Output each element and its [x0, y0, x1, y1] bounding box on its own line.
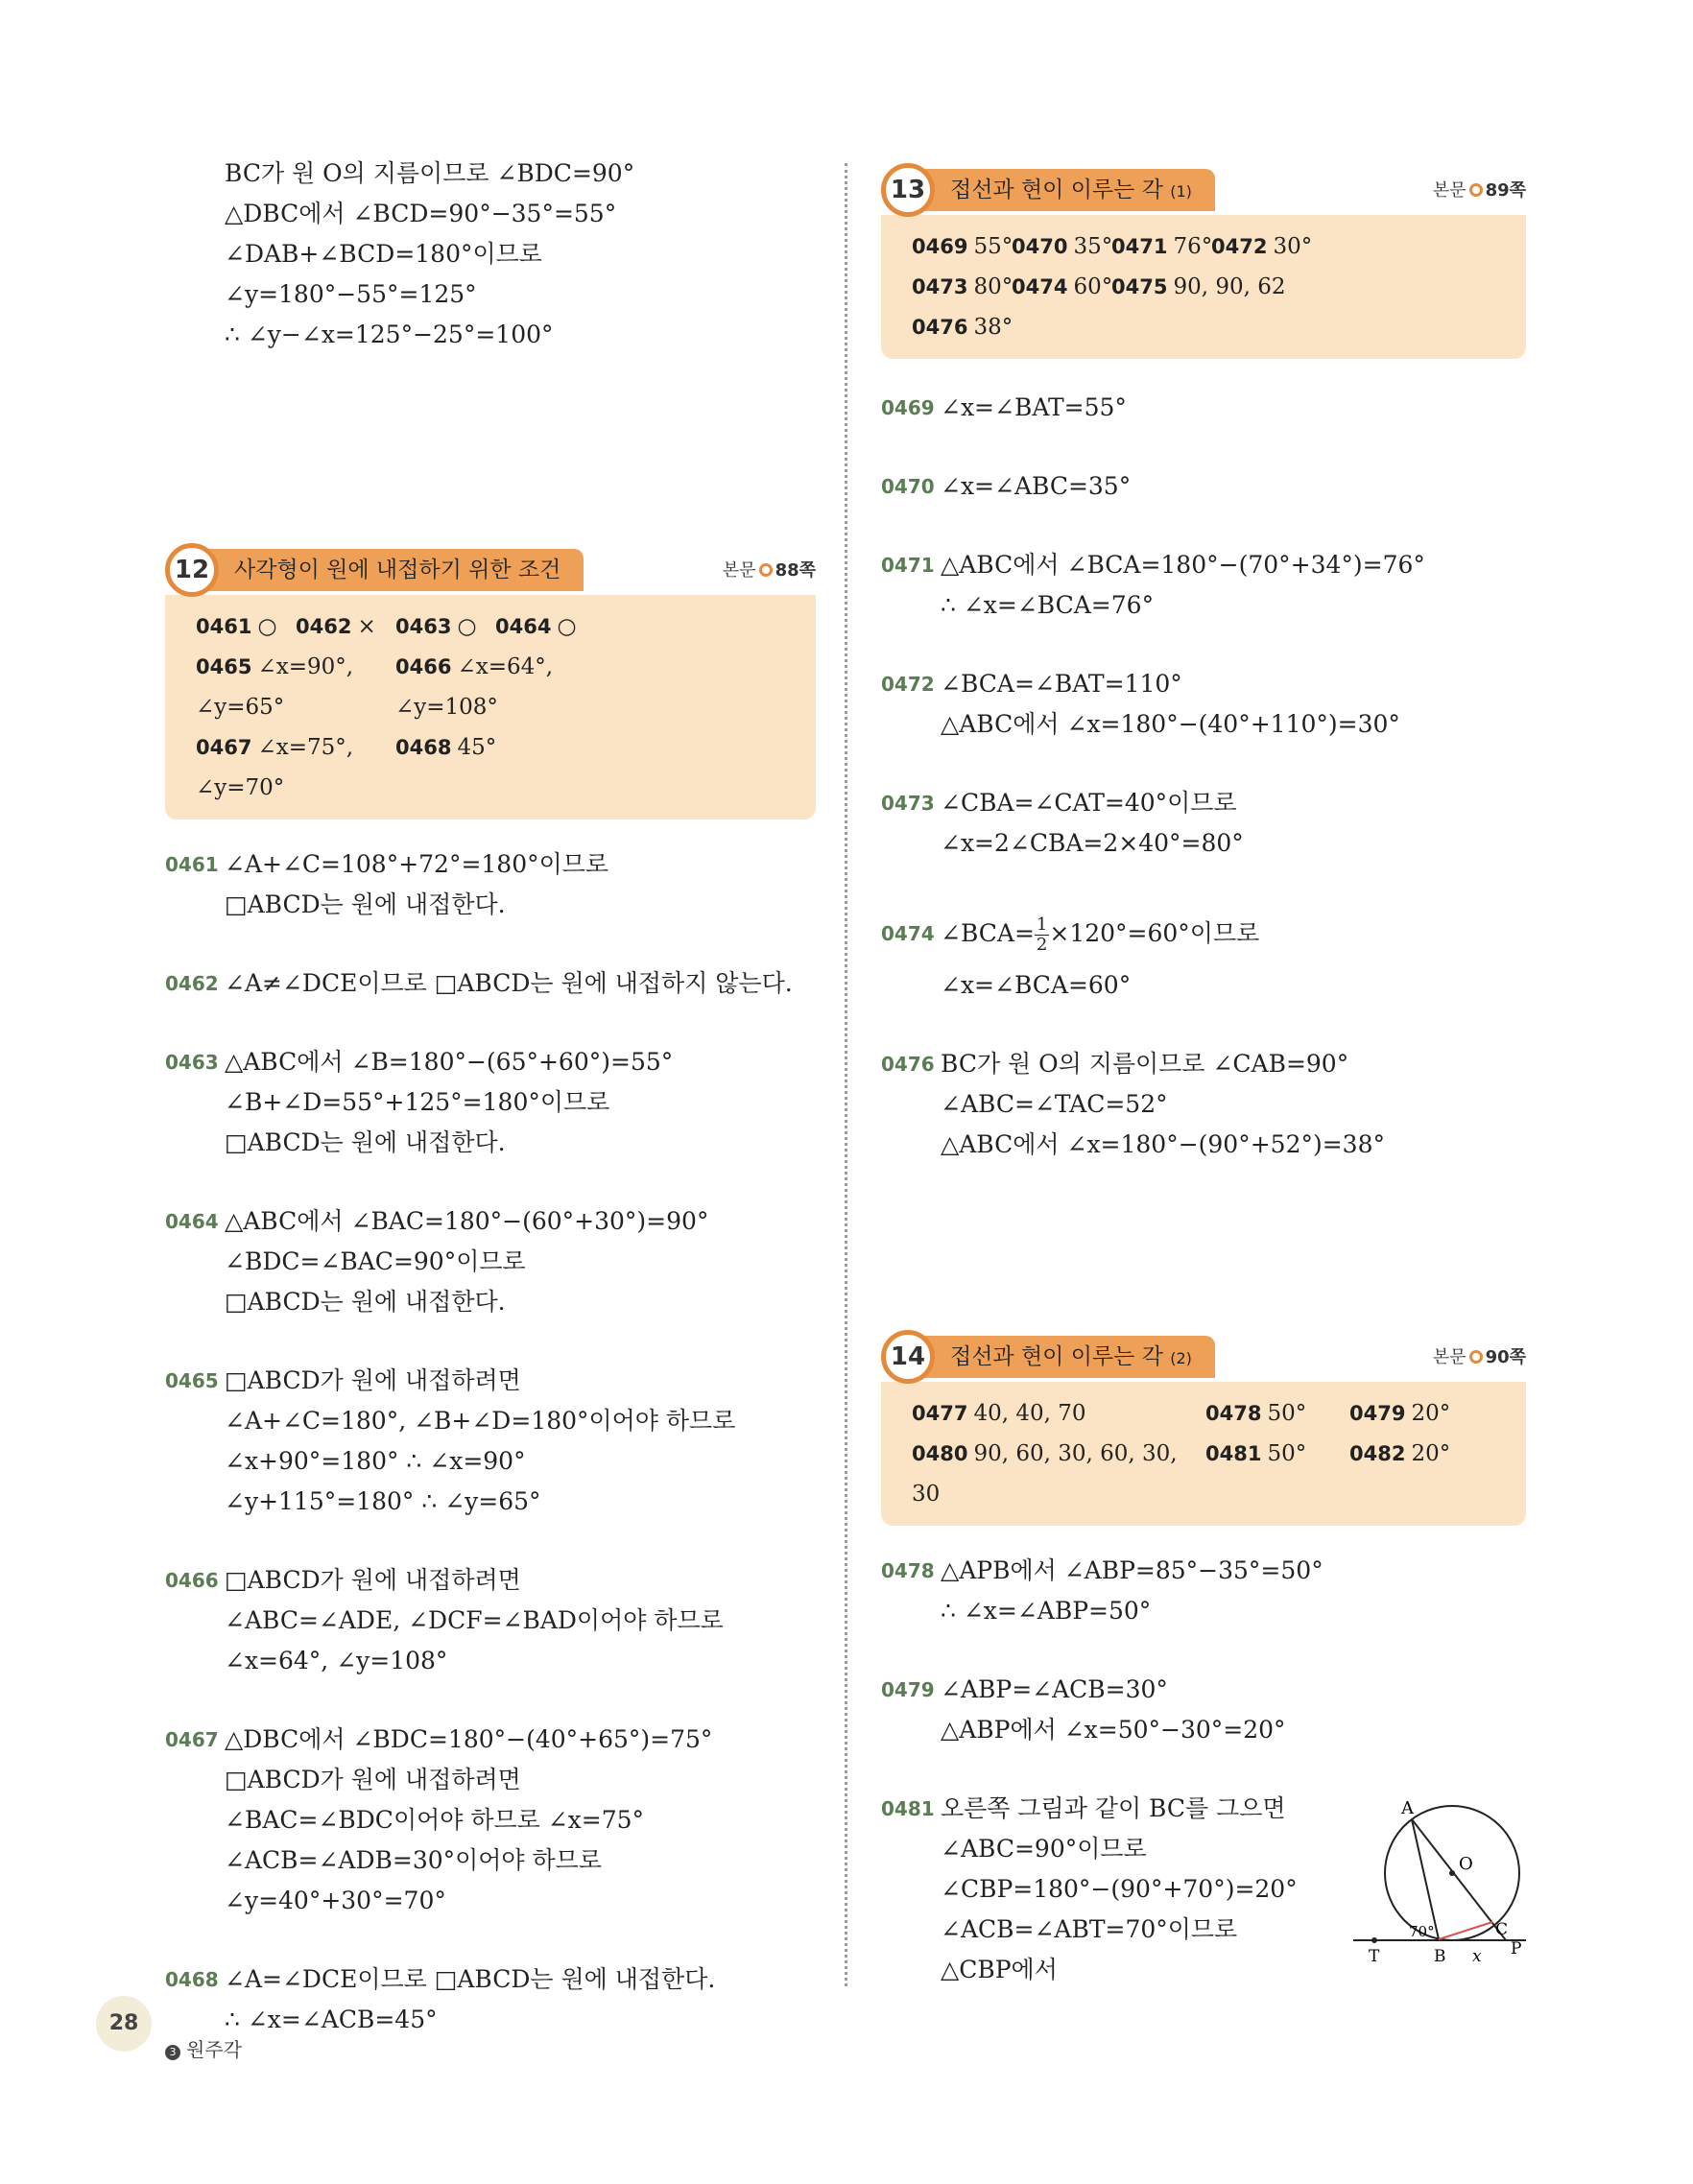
answer-number: 0470: [1012, 235, 1068, 258]
section-title: [908, 169, 1215, 211]
answer-value: ○: [457, 614, 477, 639]
answer-value: 30°: [1273, 234, 1313, 259]
spacer: [165, 1681, 816, 1720]
answer-cell: [1111, 267, 1311, 307]
answer-number: 0475: [1111, 275, 1168, 298]
label-c: C: [1495, 1920, 1509, 1939]
ref-label: 본문: [1432, 180, 1466, 201]
solution-number: 0467: [165, 1728, 219, 1751]
answer-number: 0462: [296, 615, 352, 638]
solution-line: ∠y=180°−55°=125°: [225, 280, 477, 308]
solution-item: [881, 388, 1526, 428]
answer-value: 38°: [973, 315, 1013, 340]
solution-line: △ABC에서 ∠BAC=180°−(60°+30°)=90°: [225, 1207, 709, 1235]
answer-row: [196, 727, 789, 808]
solution-item: [165, 1361, 816, 1522]
arrow-icon: [1469, 183, 1483, 197]
answer-cell: [912, 226, 1012, 267]
label-o: O: [1459, 1854, 1473, 1874]
solution-number: 0471: [881, 554, 935, 577]
spacer: [165, 1322, 816, 1361]
label-b: B: [1434, 1947, 1446, 1966]
answer-number: 0479: [1349, 1402, 1406, 1425]
section-title-sub: (2): [1170, 1349, 1192, 1367]
ref-page: 89쪽: [1485, 180, 1526, 201]
answer-value: 50°: [1267, 1401, 1307, 1426]
solution-item: [881, 1044, 1526, 1165]
solution-line: △CBP에서: [941, 1956, 1058, 1983]
section-title-sub: (1): [1170, 182, 1192, 201]
answer-cell: [196, 727, 395, 808]
answer-cell: [395, 727, 645, 808]
solution-line: △ABC에서 ∠B=180°−(65°+60°)=55°: [225, 1048, 674, 1076]
solution-line: △DBC에서 ∠BDC=180°−(40°+65°)=75°: [225, 1725, 713, 1753]
solution-line: ∠BCA=∠BAT=110°: [941, 670, 1182, 698]
answer-box: [881, 1382, 1526, 1526]
solution-line: ∠x=∠BAT=55°: [941, 393, 1127, 421]
answer-number: 0473: [912, 275, 968, 298]
answer-cell: [1205, 1434, 1349, 1514]
solution-number: 0473: [881, 792, 935, 815]
solution-line: ∴ ∠x=∠BCA=76°: [941, 591, 1155, 619]
answer-cell: [1205, 1393, 1349, 1434]
answer-value: ○: [257, 614, 277, 639]
ref-page: 90쪽: [1485, 1347, 1526, 1367]
solution-number: 0478: [881, 1559, 935, 1582]
section-title-text: 접선과 현이 이루는 각: [950, 178, 1163, 202]
solution-line: ∠A+∠C=108°+72°=180°이므로: [225, 850, 609, 878]
solution-line: 오른쪽 그림과 같이 BC를 그으면: [941, 1794, 1286, 1822]
section-number: 14: [881, 1330, 935, 1384]
solution-item: [881, 664, 1526, 745]
section-title-text: 접선과 현이 이루는 각: [950, 1344, 1163, 1369]
answer-number: 0467: [196, 736, 252, 759]
label-angle: 70°: [1409, 1923, 1435, 1940]
answer-number: 0477: [912, 1402, 968, 1425]
solution-item: [881, 1551, 1526, 1631]
solution-item: [881, 783, 1526, 864]
solution-line: ∠CBP=180°−(90°+70°)=20°: [941, 1875, 1298, 1903]
solution-line: □ABCD가 원에 내접하려면: [225, 1766, 521, 1793]
spacer: [881, 745, 1526, 783]
answer-value: 80°: [973, 274, 1013, 299]
solutions-12: [165, 844, 816, 2040]
section-14-header: [881, 1330, 1526, 1384]
formula-pre: ∠BCA=: [941, 919, 1035, 947]
solution-number: 0461: [165, 853, 219, 876]
solution-item: [165, 1959, 816, 2040]
answer-number: 0463: [395, 615, 452, 638]
solution-number: 0481: [881, 1797, 935, 1820]
solution-line: ∠x=∠ABC=35°: [941, 472, 1132, 500]
answer-number: 0478: [1205, 1402, 1262, 1425]
spacer: [881, 1750, 1526, 1789]
answer-cell: [1111, 226, 1211, 267]
arrow-icon: [759, 563, 773, 577]
spacer: [165, 1522, 816, 1560]
spacer: [165, 1163, 816, 1201]
answer-value: 90, 60, 30, 60, 30, 30: [912, 1441, 1178, 1507]
label-x: x: [1472, 1947, 1482, 1966]
answer-cell: [395, 647, 645, 727]
answer-value: 40, 40, 70: [973, 1401, 1086, 1426]
page-reference: [1433, 177, 1526, 202]
answer-row: [196, 647, 789, 727]
spacer: [881, 626, 1526, 664]
answer-cell: [296, 606, 395, 647]
solution-number: 0479: [881, 1678, 935, 1701]
spacer: [881, 428, 1526, 466]
answer-cell: [1349, 1393, 1465, 1434]
solution-line: ∠x=2∠CBA=2×40°=80°: [941, 829, 1244, 857]
answer-value: 55°: [973, 234, 1013, 259]
answer-number: 0472: [1211, 235, 1268, 258]
point-t: [1371, 1937, 1377, 1943]
ref-label: 본문: [722, 560, 756, 581]
solution-item: [881, 902, 1526, 1006]
arrow-icon: [1469, 1350, 1483, 1364]
right-column: [881, 163, 1526, 1990]
answer-number: 0476: [912, 316, 968, 339]
solution-number: 0470: [881, 475, 935, 498]
solution-number: 0463: [165, 1051, 219, 1074]
solution-line: △ABC에서 ∠x=180°−(40°+110°)=30°: [941, 710, 1400, 738]
solution-number: 0462: [165, 972, 219, 995]
circle-figure: [1353, 1794, 1536, 1977]
answer-value: ∠x=64°, ∠y=108°: [395, 654, 554, 720]
answer-number: 0480: [912, 1442, 968, 1465]
solution-line: ∴ ∠y−∠x=125°−25°=100°: [225, 320, 554, 348]
spacer: [881, 507, 1526, 545]
solution-number: 0474: [881, 922, 935, 945]
answer-number: 0469: [912, 235, 968, 258]
solution-line: ∠y+115°=180° ∴ ∠y=65°: [225, 1487, 541, 1515]
center-point: [1449, 1870, 1455, 1876]
solution-number: 0469: [881, 396, 935, 419]
answer-number: 0464: [495, 615, 552, 638]
answer-value: 20°: [1411, 1401, 1451, 1426]
intro-solution: [165, 154, 816, 355]
solution-item: [165, 963, 816, 1004]
solution-line: ∴ ∠x=∠ABP=50°: [941, 1597, 1152, 1625]
solution-line: △ABC에서 ∠BCA=180°−(70°+34°)=76°: [941, 551, 1425, 579]
solution-number: 0465: [165, 1369, 219, 1392]
solution-item: [881, 545, 1526, 626]
fraction-denominator: 2: [1036, 935, 1048, 955]
chapter-name: 원주각: [186, 2038, 242, 2061]
answer-number: 0468: [395, 736, 452, 759]
spacer: [165, 1921, 816, 1959]
solution-item: [881, 466, 1526, 507]
section-title: [192, 549, 584, 591]
answer-value: 76°: [1173, 234, 1213, 259]
segment-bc: [1439, 1922, 1492, 1939]
answer-box: [881, 215, 1526, 359]
solution-line: BC가 원 O의 지름이므로 ∠CAB=90°: [941, 1050, 1349, 1078]
section-title: [908, 1336, 1215, 1378]
answer-value: 35°: [1073, 234, 1113, 259]
solution-number: 0464: [165, 1210, 219, 1233]
chapter-bullet: 3: [165, 2045, 180, 2060]
left-column: [165, 154, 816, 2040]
solution-line: ∠x+90°=180° ∴ ∠x=90°: [225, 1447, 526, 1475]
answer-value: ∠x=75°, ∠y=70°: [196, 735, 354, 800]
solution-item: [165, 1201, 816, 1322]
answer-number: 0465: [196, 655, 252, 678]
answer-cell: [912, 267, 1012, 307]
answer-cell: [196, 647, 395, 727]
page-number: 28: [96, 1996, 152, 2052]
solution-line: ∠x=∠BCA=60°: [941, 971, 1132, 999]
answer-number: 0461: [196, 615, 252, 638]
solution-line: ∠y=40°+30°=70°: [225, 1887, 446, 1914]
answer-cell: [395, 606, 495, 647]
spacer: [165, 925, 816, 963]
answer-row: [912, 226, 1499, 267]
answer-value: ○: [557, 614, 577, 639]
formula-post: ×120°=60°이므로: [1049, 919, 1260, 947]
answer-box: [165, 595, 816, 819]
solution-line: △APB에서 ∠ABP=85°−35°=50°: [941, 1556, 1323, 1584]
solution-line: △DBC에서 ∠BCD=90°−35°=55°: [225, 200, 617, 227]
solution-line: BC가 원 O의 지름이므로 ∠BDC=90°: [225, 159, 635, 187]
answer-value: 90, 90, 62: [1173, 274, 1286, 299]
label-t: T: [1369, 1947, 1380, 1966]
page-reference: [1433, 1343, 1526, 1368]
answer-value: ∠x=90°, ∠y=65°: [196, 654, 354, 720]
answer-cell: [495, 606, 595, 647]
answer-row: [912, 1434, 1499, 1514]
spacer: [165, 1004, 816, 1042]
answer-number: 0481: [1205, 1442, 1262, 1465]
section-title-text: 사각형이 원에 내접하기 위한 조건: [234, 558, 561, 582]
solution-line: △ABP에서 ∠x=50°−30°=20°: [941, 1716, 1286, 1744]
section-number: 13: [881, 163, 935, 217]
solution-line: ∠A=∠DCE이므로 □ABCD는 원에 내접한다.: [225, 1965, 716, 1993]
solutions-13b: [881, 1044, 1526, 1165]
solution-line: ∠ABP=∠ACB=30°: [941, 1675, 1168, 1703]
spacer: [881, 1631, 1526, 1670]
solution-item: [165, 1720, 816, 1921]
column-divider: [845, 163, 847, 1986]
solution-line: △ABC에서 ∠x=180°−(90°+52°)=38°: [941, 1130, 1385, 1158]
solution-line: □ABCD는 원에 내접한다.: [225, 1288, 506, 1316]
solution-line: ∠ACB=∠ABT=70°이므로: [941, 1915, 1238, 1943]
chapter-label: [165, 2034, 242, 2062]
solution-number: 0466: [165, 1569, 219, 1592]
answer-value: 60°: [1073, 274, 1113, 299]
solution-line: □ABCD가 원에 내접하려면: [225, 1366, 521, 1394]
answer-number: 0482: [1349, 1442, 1406, 1465]
solution-number: 0472: [881, 673, 935, 696]
solution-number: 0476: [881, 1053, 935, 1076]
answer-cell: [1012, 267, 1111, 307]
solution-line: ∠ABC=∠TAC=52°: [941, 1090, 1168, 1118]
answer-cell: [1349, 1434, 1465, 1514]
answer-number: 0466: [395, 655, 452, 678]
answer-value: ×: [357, 614, 376, 639]
solution-line: ∠ABC=∠ADE, ∠DCF=∠BAD이어야 하므로: [225, 1606, 724, 1634]
solution-line: □ABCD가 원에 내접하려면: [225, 1566, 521, 1594]
ref-label: 본문: [1432, 1347, 1466, 1367]
solution-line: □ABCD는 원에 내접한다.: [225, 1128, 506, 1156]
solution-line: ∴ ∠x=∠ACB=45°: [225, 2006, 438, 2033]
answer-value: 45°: [457, 735, 497, 760]
label-p: P: [1511, 1939, 1522, 1958]
answer-row: [912, 307, 1499, 347]
solution-line: ∠ACB=∠ADB=30°이어야 하므로: [225, 1846, 602, 1874]
answer-row: [196, 606, 789, 647]
solution-item: [165, 1042, 816, 1163]
answer-cell: [1211, 226, 1311, 267]
fraction-numerator: 1: [1036, 914, 1048, 935]
solution-line: ∠CBA=∠CAT=40°이므로: [941, 789, 1237, 817]
answer-cell: [912, 307, 1012, 347]
solution-line: ∠DAB+∠BCD=180°이므로: [225, 240, 542, 268]
answer-cell: [912, 1434, 1205, 1514]
answer-cell: [1012, 226, 1111, 267]
solution-line: ∠ABC=90°이므로: [941, 1835, 1147, 1863]
fraction: [1035, 915, 1049, 955]
label-a: A: [1401, 1798, 1414, 1818]
ref-page: 88쪽: [775, 560, 816, 581]
solution-line: ∠A+∠C=180°, ∠B+∠D=180°이어야 하므로: [225, 1407, 736, 1435]
solution-number: 0468: [165, 1968, 219, 1991]
section-13-header: [881, 163, 1526, 217]
answer-value: 50°: [1267, 1441, 1307, 1466]
solution-line: [881, 902, 1526, 965]
solution-line: ∠A≠∠DCE이므로 □ABCD는 원에 내접하지 않는다.: [225, 969, 793, 997]
solution-line: ∠x=64°, ∠y=108°: [225, 1647, 448, 1674]
solution-item: [165, 844, 816, 925]
solution-line: ∠B+∠D=55°+125°=180°이므로: [225, 1088, 610, 1116]
answer-value: 20°: [1411, 1441, 1451, 1466]
solution-item: [165, 1560, 816, 1681]
solutions-13: [881, 388, 1526, 902]
answer-cell: [912, 1393, 1205, 1434]
solution-line: ∠BDC=∠BAC=90°이므로: [225, 1247, 526, 1275]
section-12-header: [165, 543, 816, 597]
answer-row: [912, 1393, 1499, 1434]
solution-item: [881, 1670, 1526, 1750]
solution-line: ∠BAC=∠BDC이어야 하므로 ∠x=75°: [225, 1806, 645, 1834]
answer-cell: [196, 606, 296, 647]
answer-number: 0474: [1012, 275, 1068, 298]
answer-row: [912, 267, 1499, 307]
solution-line: □ABCD는 원에 내접한다.: [225, 890, 506, 918]
section-number: 12: [165, 543, 219, 597]
answer-number: 0471: [1111, 235, 1168, 258]
page-reference: [723, 557, 816, 582]
